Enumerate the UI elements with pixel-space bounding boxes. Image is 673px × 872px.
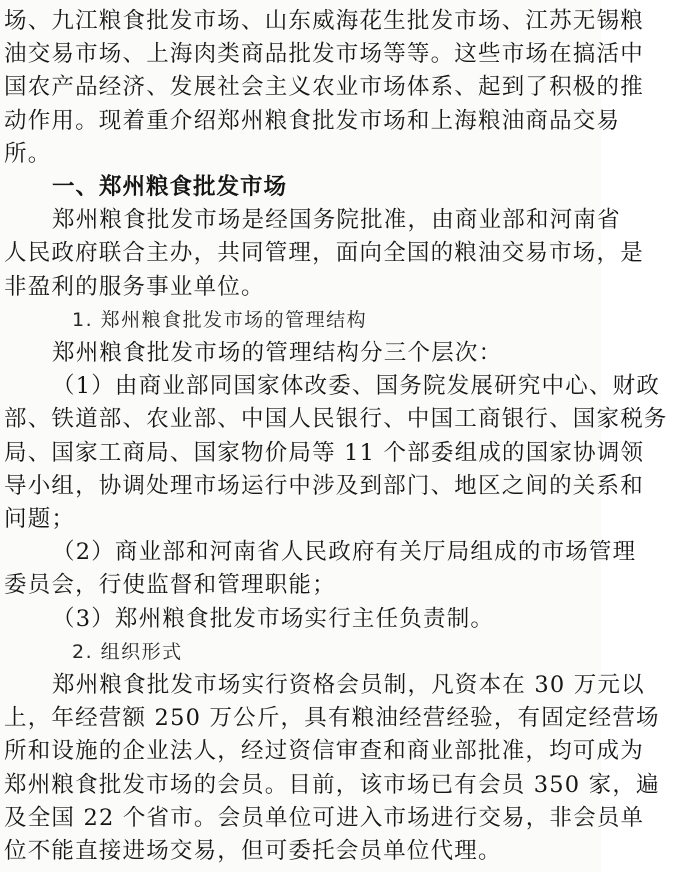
subsection-heading: 1. 郑州粮食批发市场的管理结构 xyxy=(72,308,368,331)
text-line: 郑州粮食批发市场的管理结构分三个层次： xyxy=(52,340,503,366)
text-line: 局、国家工商局、国家物价局等 11 个部委组成的国家协调领 xyxy=(4,439,645,466)
text-line: 郑州粮食批发市场实行资格会员制，凡资本在 30 万元以 xyxy=(52,672,645,698)
text-line: 动作用。现着重介绍郑州粮食批发市场和上海粮油商品交易 xyxy=(4,107,621,134)
text-line: 上，年经营额 250 万公斤，具有粮油经营经验，有固定经营场 xyxy=(4,705,660,732)
text-line: 位不能直接进场交易，但可委托会员单位代理。 xyxy=(4,838,502,864)
text-line: 国农产品经济、发展社会主义农业市场体系、起到了积极的推 xyxy=(4,74,644,101)
text-line: 郑州粮食批发市场的会员。目前，该市场已有会员 350 家，遍 xyxy=(4,771,660,798)
text-line: 委员会，行使监督和管理职能； xyxy=(4,572,336,599)
text-line: 油交易市场、上海肉类商品批发市场等等。这些市场在搞活中 xyxy=(4,41,644,68)
text-line: 所。 xyxy=(4,140,52,167)
text-line: 非盈利的服务事业单位。 xyxy=(4,273,265,300)
text-line: 场、九江粮食批发市场、山东威海花生批发市场、江苏无锡粮 xyxy=(4,8,644,34)
text-line: 郑州粮食批发市场是经国务院批准，由商业部和河南省 xyxy=(52,207,621,234)
text-line: 所和设施的企业法人，经过资信审查和商业部批准，均可成为 xyxy=(4,738,644,765)
text-line: 及全国 22 个省市。会员单位可进入市场进行交易，非会员单 xyxy=(4,804,645,831)
text-line: 人民政府联合主办，共同管理，面向全国的粮油交易市场，是 xyxy=(4,240,644,267)
text-line: 部、铁道部、农业部、中国人民银行、中国工商银行、国家税务 xyxy=(4,406,668,433)
text-line: 问题； xyxy=(4,506,76,532)
text-line: （3）郑州粮食批发市场实行主任负责制。 xyxy=(52,605,495,632)
section-heading: 一、郑州粮食批发市场 xyxy=(52,174,288,200)
text-line: （1）由商业部同国家体改委、国务院发展研究中心、财政 xyxy=(52,373,661,400)
text-line: 导小组，协调处理市场运行中涉及到部门、地区之间的关系和 xyxy=(4,472,644,499)
text-line: （2）商业部和河南省人民政府有关厅局组成的市场管理 xyxy=(52,539,637,566)
subsection-heading: 2. 组织形式 xyxy=(72,640,183,663)
